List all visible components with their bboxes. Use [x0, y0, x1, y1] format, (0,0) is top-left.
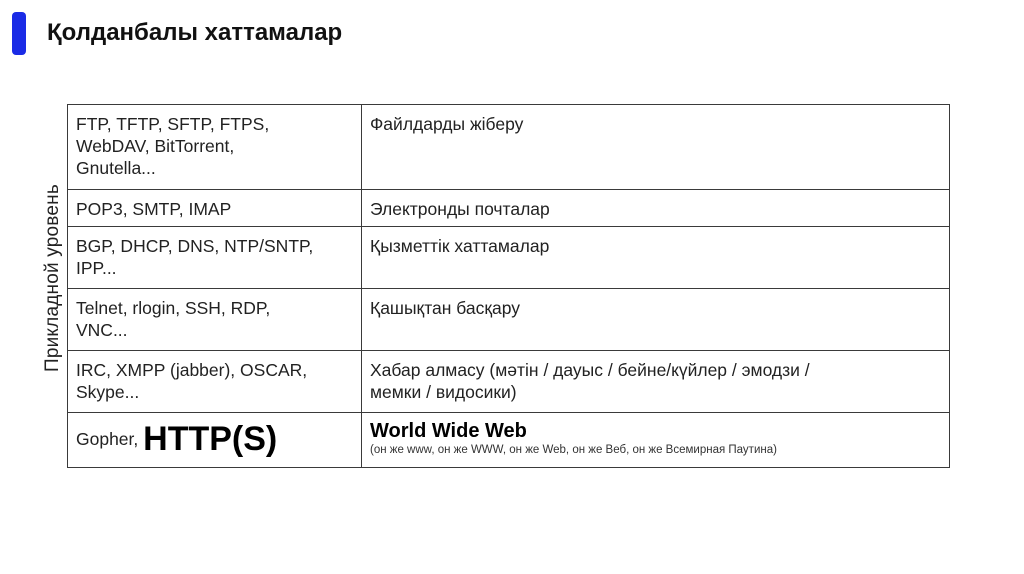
- table-row: [68, 413, 950, 468]
- description-text: Қашықтан басқару: [370, 298, 521, 318]
- protocols-table: [67, 104, 950, 468]
- description-cell: [362, 351, 950, 413]
- protocols-cell: [68, 190, 362, 227]
- description-cell: [362, 413, 950, 468]
- gopher-label: Gopher,: [76, 429, 139, 449]
- table-row: [68, 105, 950, 190]
- description-cell: [362, 227, 950, 289]
- description-cell: [362, 105, 950, 190]
- protocols-cell: [68, 413, 362, 468]
- description-cell: [362, 190, 950, 227]
- description-cell: [362, 289, 950, 351]
- protocols-cell: [68, 289, 362, 351]
- protocols-cell: [68, 105, 362, 190]
- protocols-cell: [68, 351, 362, 413]
- table-row: [68, 227, 950, 289]
- http-label: HTTP(S): [143, 420, 278, 458]
- description-text: Электронды почталар: [370, 199, 550, 219]
- description-text: Хабар алмасу (мәтін / дауыс / бейне/күйлер / эмодзи / мемки / видосики): [370, 360, 810, 402]
- description-text: Қызметтік хаттамалар: [370, 236, 550, 256]
- table-row: [68, 190, 950, 227]
- protocols-text: Telnet, rlogin, SSH, RDP, VNC...: [76, 298, 271, 340]
- side-label: Прикладной уровень: [42, 184, 63, 372]
- protocols-cell: [68, 227, 362, 289]
- description-text: Файлдарды жіберу: [370, 114, 524, 134]
- slide-title: Қолданбалы хаттамалар: [47, 19, 343, 46]
- www-subtitle: (он же www, он же WWW, он же Web, он же Веб, он же Всемирная Паутина): [370, 444, 777, 456]
- www-title: World Wide Web: [370, 420, 527, 442]
- title-accent-bar: [12, 12, 26, 55]
- table-row: [68, 351, 950, 413]
- protocols-text: IRC, XMPP (jabber), OSCAR, Skype...: [76, 360, 308, 402]
- protocols-text: BGP, DHCP, DNS, NTP/SNTP, IPP...: [76, 236, 314, 278]
- protocols-text: FTP, TFTP, SFTP, FTPS, WebDAV, BitTorrent, Gnutella...: [76, 114, 270, 178]
- protocols-text: POP3, SMTP, IMAP: [76, 199, 232, 219]
- table-row: [68, 289, 950, 351]
